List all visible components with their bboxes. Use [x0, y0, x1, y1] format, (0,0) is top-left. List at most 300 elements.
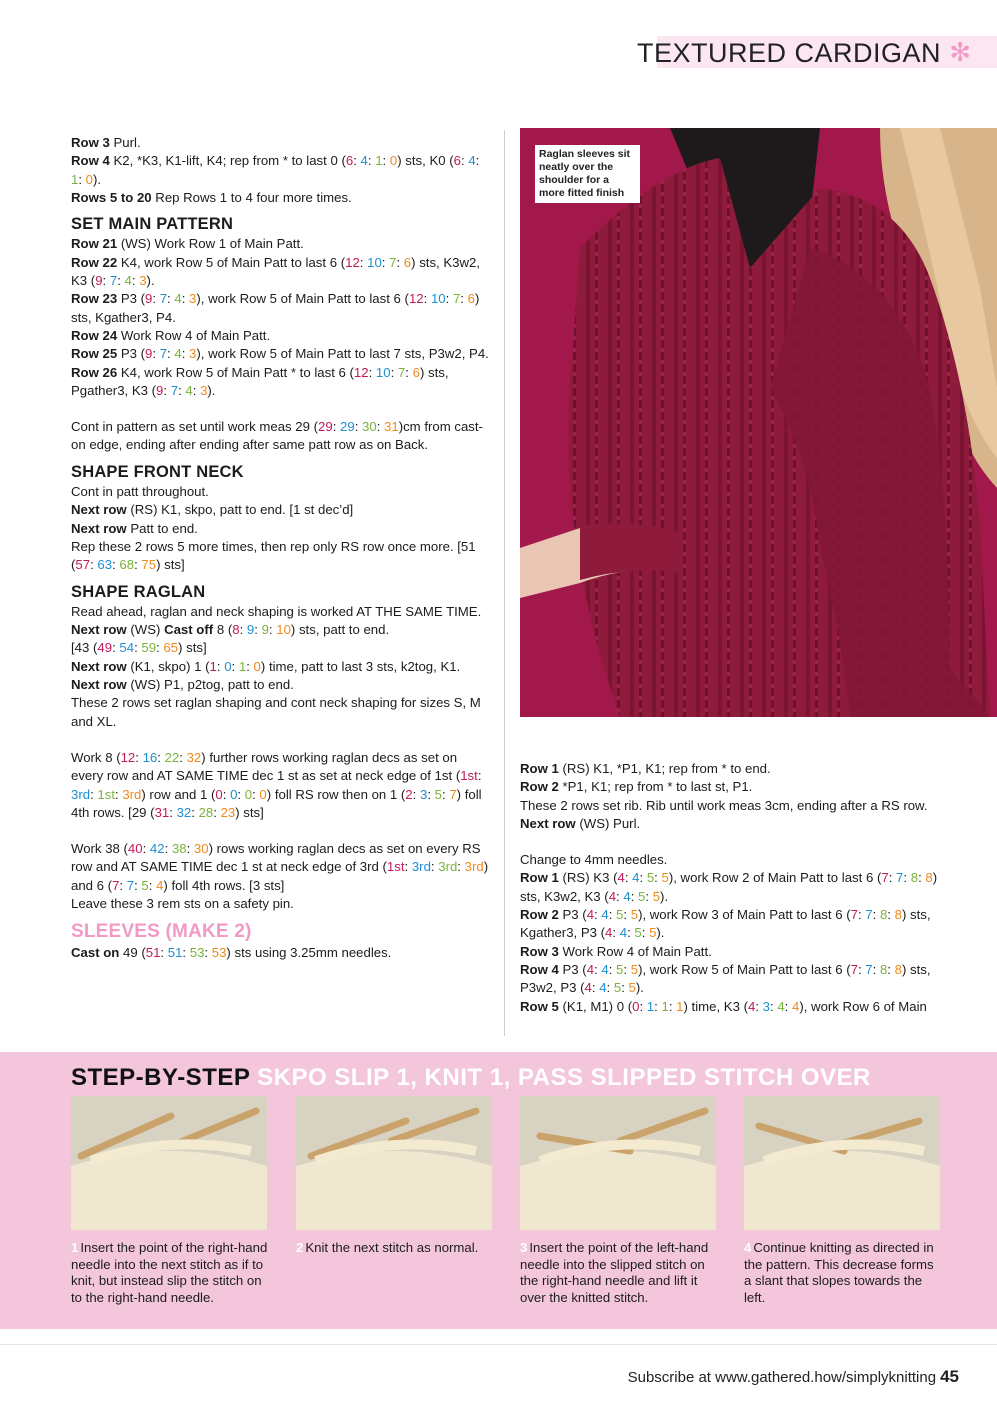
pattern-left-column [71, 134, 491, 962]
instruction-text: : [134, 877, 142, 893]
size-value: 4 [601, 961, 609, 977]
instruction-text: : [167, 346, 175, 362]
instruction-text: : [627, 925, 635, 941]
size-value: 23 [220, 804, 236, 820]
size-value: 4 [791, 998, 800, 1014]
instruction-text: : [354, 419, 363, 435]
size-value: 0 [259, 786, 267, 802]
size-value: 31 [384, 419, 399, 435]
instruction-text: : [641, 925, 650, 941]
instruction-text: : [119, 877, 127, 893]
instruction-text: : [213, 804, 221, 820]
pattern-instruction [71, 944, 491, 962]
instruction-text: ) and 6 ( [71, 859, 489, 893]
instruction-text: ) row and 1 ( [141, 786, 216, 802]
size-value: 57 [75, 557, 91, 573]
instruction-text: : [423, 291, 431, 307]
size-value: 3rd [411, 859, 431, 875]
instruction-text: ) time, patt to last 3 sts, k2tog, K1. [260, 658, 461, 674]
step-1-image [71, 1096, 267, 1230]
instruction-text: : [114, 786, 123, 802]
instruction-text: : [134, 557, 142, 573]
instruction-text: : [152, 346, 160, 362]
instruction-text: : [164, 841, 172, 857]
instruction-text: : [246, 658, 254, 674]
instruction-text: : [784, 998, 792, 1014]
size-value: 38 [171, 841, 187, 857]
size-value: 7 [452, 291, 461, 307]
size-value: 9 [145, 291, 153, 307]
instruction-text: ) sts, K3w2, K3 ( [71, 254, 481, 289]
instruction-text: ) sts, Kgather3, P4. [71, 291, 480, 325]
size-value: 40 [127, 841, 143, 857]
size-value: 10 [375, 364, 391, 380]
instruction-text: ) sts] [178, 640, 207, 656]
pattern-instruction [71, 235, 491, 253]
section-heading: SHAPE RAGLAN [71, 582, 206, 601]
instruction-text: : [134, 640, 142, 656]
pattern-instruction [520, 778, 940, 796]
size-value: 5 [628, 980, 636, 996]
instruction-text: : [412, 786, 420, 802]
photo-caption: Raglan sleeves sit neatly over the shoulder for a more fitted finish [535, 145, 640, 203]
size-value: 5 [652, 888, 661, 904]
pattern-instruction [71, 327, 491, 345]
size-value: 8 [879, 961, 888, 977]
instruction-text: : [186, 841, 194, 857]
instruction-text: : [254, 622, 262, 638]
instruction-text: : [654, 870, 662, 886]
instruction-label: Cast on [71, 944, 120, 960]
instruction-text: ), work Row 3 of Main Patt to last 6 ( [638, 907, 851, 923]
size-value: 28 [198, 804, 214, 820]
instruction-text: P3 ( [558, 907, 587, 923]
size-value: 4 [174, 346, 182, 362]
size-value: 0 [632, 998, 640, 1014]
size-value: 75 [141, 557, 157, 573]
size-value: 53 [211, 944, 227, 960]
step-description: Knit the next stitch as normal. [305, 1240, 479, 1255]
instruction-text: : [382, 153, 390, 169]
size-value: 7 [449, 786, 457, 802]
pattern-instruction [71, 694, 491, 731]
instruction-text: : [353, 153, 361, 169]
instruction-text: ) time, K3 ( [683, 998, 748, 1014]
instruction-text: : [594, 907, 602, 923]
size-value: 9 [95, 273, 103, 289]
size-value: 3 [762, 998, 770, 1014]
instruction-label: Cast off [164, 622, 214, 638]
size-value: 16 [142, 749, 158, 765]
instruction-text: ) sts, K0 ( [397, 153, 454, 169]
instruction-label: Next row [71, 520, 127, 536]
instruction-text: (K1, M1) 0 ( [558, 998, 633, 1014]
step-by-step-subtitle: SKPO SLIP 1, KNIT 1, PASS SLIPPED STITCH OVER [257, 1064, 871, 1091]
size-value: 1st [386, 859, 405, 875]
size-value: 29 [318, 419, 333, 435]
pattern-instruction [520, 851, 940, 869]
size-value: 1 [375, 153, 383, 169]
instruction-text: : [332, 419, 341, 435]
instruction-text: : [112, 557, 120, 573]
size-value: 7 [881, 870, 889, 886]
pattern-instruction [520, 943, 940, 961]
instruction-text: 49 ( [119, 944, 146, 960]
size-value: 4 [599, 980, 607, 996]
instruction-text: : [376, 419, 385, 435]
instruction-text: ) rows working raglan decs as set on every RS row and AT SAME TIME dec 1 st at neck edge of 3rd ( [71, 841, 481, 875]
instruction-text: Cont in pattern as set until work meas 29 ( [71, 419, 319, 435]
size-value: 12 [120, 749, 136, 765]
instruction-text: : [237, 786, 245, 802]
instruction-text: : [252, 786, 260, 802]
instruction-label: Next row [520, 815, 576, 831]
instruction-text: : [90, 557, 98, 573]
size-value: 4 [601, 907, 609, 923]
instruction-text: : [857, 961, 866, 977]
pattern-instruction [71, 152, 491, 189]
step-2-text [296, 1240, 496, 1257]
step-number: 2 [296, 1240, 304, 1255]
pattern-instruction [71, 621, 491, 639]
size-value: 8 [910, 870, 919, 886]
instruction-text: : [163, 382, 171, 398]
instruction-text: : [405, 364, 413, 380]
instruction-text: ) further rows working raglan decs as set on every row and AT SAME TIME dec 1 st as set at neck edge of 1st ( [71, 749, 461, 784]
step-description: Insert the point of the left-hand needle into the slipped stitch on the right-hand needle and lift it over the knitted stitch. [520, 1240, 709, 1305]
instruction-text: : [192, 382, 201, 398]
size-value: 5 [613, 980, 622, 996]
instruction-text: ). [656, 925, 665, 941]
size-value: 0 [253, 658, 261, 674]
section-heading: SET MAIN PATTERN [71, 215, 234, 234]
pattern-instruction [71, 895, 491, 913]
size-value: 1 [676, 998, 684, 1014]
instruction-text: : [903, 870, 911, 886]
size-value: 8 [894, 961, 902, 977]
pattern-instruction [71, 520, 491, 538]
instruction-text: Leave these 3 rem sts on a safety pin. [71, 895, 294, 911]
size-value: 3rd [71, 786, 91, 802]
instruction-text: : [268, 622, 277, 638]
size-value: 12 [353, 364, 369, 380]
size-value: 51 [167, 944, 183, 960]
column-divider [504, 130, 505, 1036]
instruction-text: ) sts, K3w2, K3 ( [520, 870, 938, 904]
size-value: 31 [154, 804, 170, 820]
size-value: 8 [894, 907, 902, 923]
instruction-text: : [594, 961, 602, 977]
size-value: 4 [632, 870, 640, 886]
step-2-image [296, 1096, 492, 1230]
instruction-text: : [359, 254, 368, 270]
size-value: 3 [419, 786, 428, 802]
instruction-text: : [231, 658, 239, 674]
size-value: 6 [403, 254, 412, 270]
instruction-label: Row 24 [71, 327, 118, 343]
instruction-text: : [169, 804, 177, 820]
size-value: 10 [276, 622, 291, 638]
size-value: 7 [159, 291, 168, 307]
instruction-text: : [616, 888, 624, 904]
size-value: 59 [141, 640, 157, 656]
instruction-text: ) sts] [235, 804, 264, 820]
pattern-instruction [71, 418, 491, 455]
instruction-text: ), work Row 5 of Main Patt to last 6 ( [196, 291, 409, 307]
instruction-text: : [204, 944, 212, 960]
size-value: 4 [623, 888, 631, 904]
instruction-text: : [460, 153, 469, 169]
instruction-label: Next row [71, 622, 127, 638]
instruction-text: : [368, 364, 376, 380]
size-value: 0 [230, 786, 238, 802]
instruction-text: ) sts using 3.25mm needles. [226, 944, 392, 960]
size-value: 7 [896, 870, 904, 886]
size-value: 7 [850, 907, 858, 923]
instruction-text: These 2 rows set raglan shaping and cont neck shaping for sizes S, M and XL. [71, 695, 481, 729]
instruction-label: Row 4 [71, 153, 110, 169]
step-4-text [744, 1240, 944, 1306]
size-value: 5 [661, 870, 669, 886]
instruction-text: Rep these 2 rows 5 more times, then rep only RS row once more. [51 ( [71, 538, 476, 573]
size-value: 6 [453, 153, 461, 169]
instruction-label: Row 4 [520, 961, 559, 977]
instruction-text: : [668, 998, 677, 1014]
section-heading: SHAPE FRONT NECK [71, 462, 244, 481]
instruction-text: : [156, 640, 164, 656]
size-value: 5 [630, 961, 639, 977]
instruction-text: (RS) K1, *P1, K1; rep from * to end. [558, 761, 771, 776]
instruction-text: : [639, 870, 647, 886]
instruction-text: ) sts, Pgather3, K3 ( [71, 364, 449, 398]
size-value: 32 [186, 749, 202, 765]
instruction-text: : [396, 254, 404, 270]
size-value: 65 [163, 640, 179, 656]
pattern-instruction [520, 998, 940, 1016]
instruction-text: : [90, 786, 98, 802]
footer [628, 1367, 959, 1387]
instruction-text: : [460, 291, 468, 307]
instruction-text: (RS) K1, skpo, patt to end. [1 st dec’d] [126, 502, 354, 518]
size-value: 51 [145, 944, 161, 960]
instruction-text: Work Row 4 of Main Patt. [558, 943, 712, 959]
size-value: 3 [200, 382, 208, 398]
instruction-text: : [131, 273, 140, 289]
size-value: 7 [865, 907, 873, 923]
size-value: 7 [850, 961, 858, 977]
instruction-text: : [112, 640, 120, 656]
instruction-text: : [216, 658, 225, 674]
size-value: 7 [126, 877, 135, 893]
instruction-text: : [608, 907, 617, 923]
instruction-text: ), work Row 5 of Main Patt to last 7 sts, P3w2, P4. [196, 346, 489, 362]
pattern-instruction [71, 501, 491, 519]
instruction-text: : [142, 841, 150, 857]
instruction-text: (WS) Purl. [575, 815, 641, 831]
instruction-text: : [102, 273, 110, 289]
instruction-text: Patt to end. [126, 520, 198, 536]
instruction-label: Next row [71, 502, 127, 518]
size-value: 5 [616, 907, 624, 923]
size-value: 1 [661, 998, 669, 1014]
step-by-step-title [71, 1064, 871, 1092]
instruction-text: : [135, 749, 143, 765]
instruction-text: ) sts, patt to end. [290, 622, 390, 638]
size-value: 5 [630, 907, 639, 923]
size-value: 9 [145, 346, 153, 362]
pattern-instruction [71, 749, 491, 822]
instruction-text: Work Row 4 of Main Patt. [117, 327, 271, 343]
size-value: 7 [112, 877, 120, 893]
step-description: Continue knitting as directed in the pattern. This decrease forms a slant that slopes towards the left. [744, 1240, 934, 1305]
instruction-text: : [404, 859, 412, 875]
instruction-text: P3 ( [117, 291, 146, 307]
instruction-text: : [78, 171, 86, 187]
size-value: 9 [246, 622, 255, 638]
instruction-text: : [117, 273, 125, 289]
instruction-text: : [918, 870, 926, 886]
instruction-text: K4, work Row 5 of Main Patt * to last 6 ( [117, 364, 354, 380]
instruction-text: : [623, 961, 631, 977]
size-value: 4 [608, 888, 617, 904]
instruction-label: Row 21 [71, 236, 118, 252]
pattern-instruction [71, 538, 491, 575]
instruction-text: : [606, 980, 614, 996]
instruction-text: : [157, 749, 165, 765]
instruction-text: Work 8 ( [71, 749, 121, 765]
size-value: 1 [646, 998, 655, 1014]
instruction-text: ) foll 4th rows. [29 ( [71, 786, 482, 820]
instruction-text: : [239, 622, 247, 638]
size-value: 10 [430, 291, 446, 307]
size-value: 3rd [438, 859, 458, 875]
size-value: 8 [879, 907, 888, 923]
instruction-text: ) foll 4th rows. [3 sts] [163, 877, 285, 893]
instruction-text: (WS) P1, p2tog, patt to end. [126, 677, 294, 693]
section-heading: SLEEVES (MAKE 2) [71, 921, 252, 943]
pattern-instruction [71, 290, 491, 327]
step-3-image [520, 1096, 716, 1230]
size-value: 5 [638, 888, 646, 904]
instruction-text: : [639, 998, 647, 1014]
step-description: Insert the point of the right-hand needle into the next stitch as if to knit, but instead slip the stitch on to the right-hand needle. [71, 1240, 268, 1305]
instruction-label: Row 23 [71, 291, 118, 307]
size-value: 1st [460, 768, 478, 784]
instruction-label: Row 25 [71, 346, 118, 362]
pattern-instruction [71, 603, 491, 621]
instruction-text: ). [660, 888, 669, 904]
size-value: 63 [97, 557, 113, 573]
instruction-text: : [872, 907, 880, 923]
instruction-text: : [872, 961, 880, 977]
pattern-instruction [71, 676, 491, 694]
size-value: 0 [244, 786, 253, 802]
size-value: 7 [389, 254, 397, 270]
instruction-text: : [390, 364, 398, 380]
cardigan-photo [520, 128, 997, 717]
instruction-text: ), work Row 5 of Main Patt to last 6 ( [638, 961, 851, 977]
instruction-text: : [152, 291, 160, 307]
instruction-text: (WS) Work Row 1 of Main Patt. [117, 236, 304, 252]
step-1-text [71, 1240, 271, 1306]
instruction-text: : [475, 153, 480, 169]
instruction-text: : [181, 346, 190, 362]
instruction-text: K2, *K3, K1-lift, K4; rep from * to last 0 ( [109, 153, 346, 169]
size-value: 32 [176, 804, 192, 820]
instruction-text: *P1, K1; rep from * to last st, P1. [558, 779, 753, 795]
pattern-instruction [71, 840, 491, 895]
size-value: 6 [345, 153, 354, 169]
pattern-right-column [520, 760, 940, 1016]
instruction-text: : [887, 961, 895, 977]
size-value: 4 [124, 273, 132, 289]
size-value: 4 [468, 153, 476, 169]
step-number: 4 [744, 1240, 752, 1255]
flower-icon: ✻ [949, 37, 971, 67]
size-value: 4 [586, 961, 595, 977]
size-value: 5 [616, 961, 624, 977]
instruction-text: : [755, 998, 763, 1014]
size-value: 7 [170, 382, 179, 398]
pattern-instruction [520, 961, 940, 998]
instruction-text: : [148, 877, 157, 893]
size-value: 4 [605, 925, 613, 941]
size-value: 5 [634, 925, 642, 941]
pattern-instruction [520, 760, 940, 778]
size-value: 3 [189, 346, 197, 362]
instruction-text: Work 38 ( [71, 841, 128, 857]
step-number: 3 [520, 1240, 528, 1255]
instruction-label: Row 2 [520, 907, 559, 923]
footer-rule [0, 1344, 997, 1345]
pattern-instruction [71, 254, 491, 291]
instruction-text: : [888, 870, 897, 886]
pattern-instruction [71, 189, 491, 207]
instruction-text: K4, work Row 5 of Main Patt to last 6 ( [117, 254, 346, 270]
size-value: 8 [925, 870, 933, 886]
instruction-label: Row 3 [520, 943, 559, 959]
instruction-text: : [591, 980, 600, 996]
page-number: 45 [940, 1367, 959, 1386]
instruction-text: (RS) K3 ( [558, 870, 618, 886]
instruction-text: ) sts, Kgather3, P3 ( [520, 907, 931, 941]
size-value: 7 [397, 364, 406, 380]
size-value: 30 [362, 419, 377, 435]
instruction-text: : [857, 907, 866, 923]
instruction-text: : [222, 786, 231, 802]
pattern-instruction [520, 815, 940, 833]
instruction-text: Read ahead, raglan and neck shaping is worked AT THE SAME TIME. [71, 603, 482, 619]
size-value: 3rd [122, 786, 142, 802]
instruction-text: ). [146, 273, 155, 289]
size-value: 68 [119, 557, 135, 573]
instruction-text: : [430, 859, 439, 875]
pattern-instruction [71, 345, 491, 363]
pattern-instruction [71, 483, 491, 501]
size-value: 49 [97, 640, 113, 656]
instruction-text: Purl. [109, 135, 141, 150]
pattern-instruction [520, 797, 940, 815]
instruction-text: P3 ( [117, 346, 146, 362]
instruction-text: 8 ( [213, 622, 233, 638]
instruction-text: ), work Row 2 of Main Patt to last 6 ( [668, 870, 882, 886]
size-value: 1st [97, 786, 115, 802]
size-value: 29 [340, 419, 355, 435]
instruction-text: : [608, 961, 617, 977]
size-value: 5 [649, 925, 657, 941]
instruction-text: : [769, 998, 778, 1014]
instruction-text: : [612, 925, 620, 941]
